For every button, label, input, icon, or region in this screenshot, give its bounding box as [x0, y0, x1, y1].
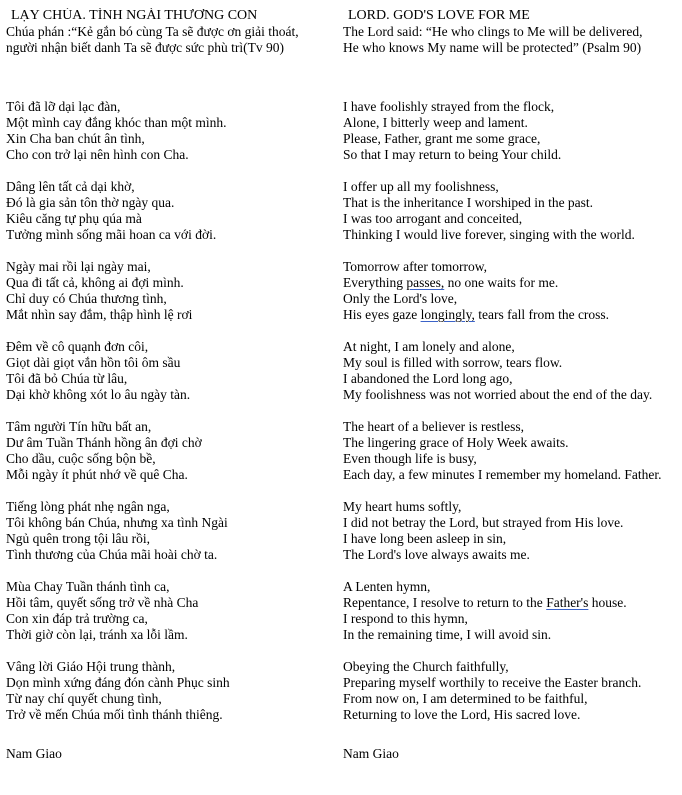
- poem-line: Each day, a few minutes I remember my homeland. Father.: [343, 467, 662, 482]
- poem-line: Ngày mai rồi lại ngày mai,: [6, 259, 151, 274]
- poem-line: Even though life is busy,: [343, 451, 477, 466]
- poem-line: His eyes gaze longingly, tears fall from the cross.: [343, 307, 610, 322]
- poem-line: My heart hums softly,: [343, 499, 462, 514]
- poem-line: Mỗi ngày ít phút nhớ về quê Cha.: [6, 467, 188, 482]
- poem-line: My soul is filled with sorrow, tears flow.: [343, 355, 563, 370]
- poem-line: Thinking I would live forever, singing with the world.: [343, 227, 635, 242]
- poem-line: Xin Cha ban chút ân tình,: [6, 131, 145, 146]
- stanza: [6, 499, 343, 563]
- poem-line: Ngủ quên trong tội lâu rồi,: [6, 531, 150, 546]
- poem-line: Hồi tâm, quyết sống trở về nhà Cha: [6, 595, 199, 610]
- poem-line: Tâm người Tín hữu bất an,: [6, 419, 152, 434]
- poem-line: Tôi đã lỡ dại lạc đàn,: [6, 99, 121, 114]
- poem-line: Preparing myself worthily to receive the Easter branch.: [343, 675, 642, 690]
- poem-line: Qua đi tất cả, không ai đợi mình.: [6, 275, 184, 290]
- poem-line: Con xin đáp trả trường ca,: [6, 611, 148, 626]
- poem-line: Giọt dài giọt vắn hồn tôi ôm sầu: [6, 355, 181, 370]
- author-signature: Nam Giao: [6, 746, 62, 761]
- poem-line: I respond to this hymn,: [343, 611, 468, 626]
- poem-header-english: [343, 8, 678, 56]
- stanza: [6, 659, 343, 723]
- poem-line: Cho dầu, cuộc sống bộn bề,: [6, 451, 156, 466]
- poem-line: In the remaining time, I will avoid sin.: [343, 627, 552, 642]
- poem-title-english: LORD. GOD'S LOVE FOR ME: [348, 8, 530, 23]
- stanza: [343, 499, 678, 563]
- poem-line: Từ nay chí quyết chung tình,: [6, 691, 162, 706]
- poem-line: Đêm về cô quạnh đơn côi,: [6, 339, 149, 354]
- poem-line: Only the Lord's love,: [343, 291, 458, 306]
- poem-line: My foolishness was not worried about the end of the day.: [343, 387, 653, 402]
- poem-line: Tưởng mình sống mãi hoan ca với đời.: [6, 227, 217, 242]
- stanza: [6, 99, 343, 163]
- poem-line: Cho con trở lại nên hình con Cha.: [6, 147, 189, 162]
- poem-line: The Lord's love always awaits me.: [343, 547, 530, 562]
- epigraph-line: người nhận biết danh Ta sẽ được sức phù trì(Tv 90): [6, 40, 284, 55]
- poem-line: Alone, I bitterly weep and lament.: [343, 115, 528, 130]
- epigraph-line: The Lord said: “He who clings to Me will be delivered,: [343, 24, 643, 39]
- stanza: [343, 339, 678, 403]
- poem-line: I have long been asleep in sin,: [343, 531, 507, 546]
- stanza-list-english: [343, 99, 678, 723]
- stanza: [343, 259, 678, 323]
- poem-line: So that I may return to being Your child.: [343, 147, 562, 162]
- poem-line: Please, Father, grant me some grace,: [343, 131, 541, 146]
- poem-line: The heart of a believer is restless,: [343, 419, 525, 434]
- poem-line: I have foolishly strayed from the flock,: [343, 99, 555, 114]
- poem-line: A Lenten hymn,: [343, 579, 431, 594]
- stanza: [343, 659, 678, 723]
- stanza: [6, 259, 343, 323]
- poem-line: Chỉ duy có Chúa thương tình,: [6, 291, 167, 306]
- poem-line: Returning to love the Lord, His sacred love.: [343, 707, 581, 722]
- poem-line: Dọn mình xứng đáng đón cành Phục sinh: [6, 675, 230, 690]
- poem-line: I did not betray the Lord, but strayed from His love.: [343, 515, 624, 530]
- poem-line: Tomorrow after tomorrow,: [343, 259, 488, 274]
- stanza: [6, 339, 343, 403]
- poem-line: Tôi không bán Chúa, nhưng xa tình Ngài: [6, 515, 228, 530]
- stanza: [343, 179, 678, 243]
- poem-line: Tình thương của Chúa mãi hoài chờ ta.: [6, 547, 218, 562]
- poem-line: Thời giờ còn lại, tránh xa lỗi lầm.: [6, 627, 188, 642]
- author-signature: Nam Giao: [343, 746, 399, 761]
- poem-line: I abandoned the Lord long ago,: [343, 371, 513, 386]
- poem-line: The lingering grace of Holy Week awaits.: [343, 435, 569, 450]
- poem-line: Mắt nhìn say đắm, thập hình lệ rơi: [6, 307, 193, 322]
- column-english: [343, 8, 678, 762]
- poem-line: Repentance, I resolve to return to the Father's house.: [343, 595, 627, 610]
- poem-line: Mùa Chay Tuần thánh tình ca,: [6, 579, 170, 594]
- epigraph-line: He who knows My name will be protected” (Psalm 90): [343, 40, 642, 55]
- underlined-word-link[interactable]: passes,: [406, 275, 445, 290]
- stanza: [343, 99, 678, 163]
- epigraph-line: Chúa phán :“Kẻ gắn bó cùng Ta sẽ được ơn giải thoát,: [6, 24, 299, 39]
- poem-line: Vâng lời Giáo Hội trung thành,: [6, 659, 176, 674]
- poem-line: Kiêu căng tự phụ qúa mà: [6, 211, 142, 226]
- poem-line: From now on, I am determined to be faithful,: [343, 691, 588, 706]
- poem-line: Dại khờ không xót lo âu ngày tàn.: [6, 387, 191, 402]
- poem-line: I offer up all my foolishness,: [343, 179, 499, 194]
- poem-line: I was too arrogant and conceited,: [343, 211, 523, 226]
- poem-line: Đó là gia sản tôn thờ ngày qua.: [6, 195, 175, 210]
- poem-header-vietnamese: [6, 8, 343, 56]
- stanza: [6, 179, 343, 243]
- stanza-list-vietnamese: [6, 99, 343, 723]
- poem-line: Tôi đã bỏ Chúa từ lâu,: [6, 371, 128, 386]
- poem-line: Một mình cay đắng khóc than một mình.: [6, 115, 227, 130]
- stanza: [6, 419, 343, 483]
- poem-line: At night, I am lonely and alone,: [343, 339, 515, 354]
- underlined-word-link[interactable]: Father's: [546, 595, 589, 610]
- poem-line: Everything passes, no one waits for me.: [343, 275, 559, 290]
- poem-line: Trở về mến Chúa mối tình thánh thiêng.: [6, 707, 223, 722]
- column-vietnamese: [6, 8, 343, 762]
- poem-line: Dâng lên tất cả dại khờ,: [6, 179, 135, 194]
- stanza: [343, 579, 678, 643]
- poem-line: Tiếng lòng phát nhẹ ngân nga,: [6, 499, 170, 514]
- poem-line: That is the inheritance I worshiped in the past.: [343, 195, 594, 210]
- poem-title-vietnamese: LẠY CHÚA. TÌNH NGÀI THƯƠNG CON: [11, 8, 258, 23]
- poem-line: Obeying the Church faithfully,: [343, 659, 509, 674]
- stanza: [343, 419, 678, 483]
- stanza: [6, 579, 343, 643]
- poem-line: Dư âm Tuần Thánh hồng ân đợi chờ: [6, 435, 202, 450]
- underlined-word-link[interactable]: longingly,: [420, 307, 475, 322]
